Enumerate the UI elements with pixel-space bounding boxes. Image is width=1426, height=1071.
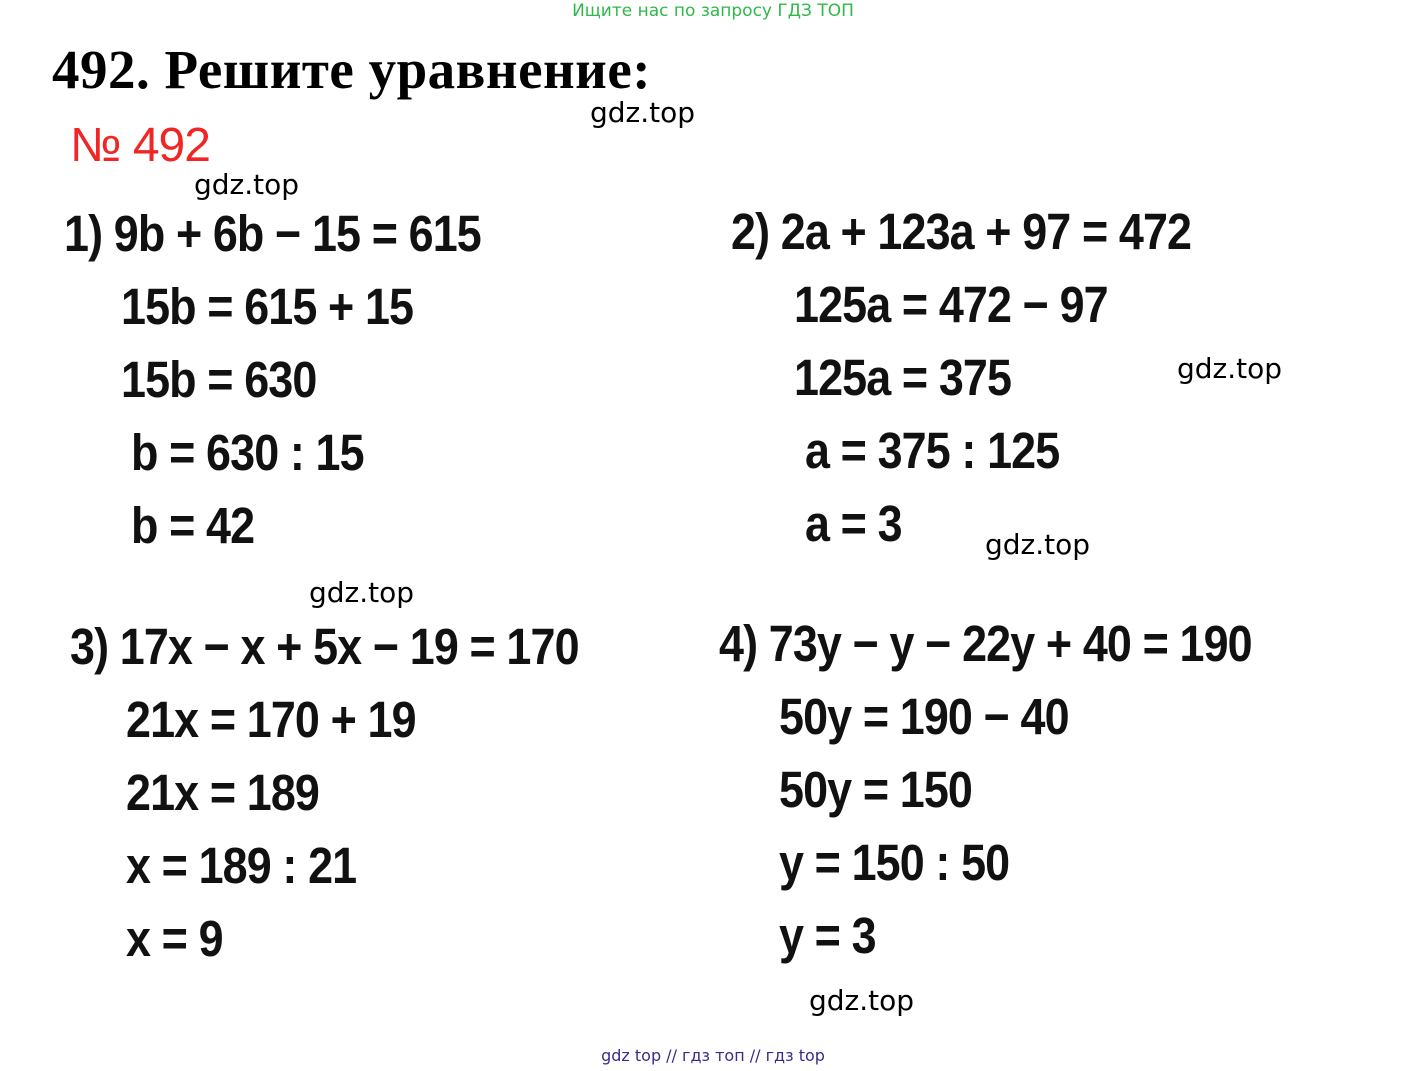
watermark: gdz.top bbox=[985, 528, 1091, 561]
equation-line: y = 150 : 50 bbox=[779, 834, 1010, 891]
equation-line: b = 630 : 15 bbox=[131, 424, 364, 481]
equation-line: y = 3 bbox=[779, 907, 876, 964]
equation-line: a = 375 : 125 bbox=[805, 422, 1060, 479]
watermark: gdz.top bbox=[309, 576, 415, 609]
equation-line: x = 9 bbox=[126, 910, 223, 967]
watermark: gdz.top bbox=[1177, 352, 1283, 385]
equation-line: 50y = 150 bbox=[779, 761, 972, 818]
equation-line: b = 42 bbox=[131, 497, 255, 554]
task-number-label: № 492 bbox=[70, 119, 210, 172]
equation-line: 125a = 472 − 97 bbox=[794, 276, 1108, 333]
equation-line: 2) 2a + 123a + 97 = 472 bbox=[731, 203, 1192, 260]
top-banner: Ищите нас по запросу ГДЗ ТОП bbox=[572, 1, 854, 21]
equation-line: 125a = 375 bbox=[794, 349, 1012, 406]
equation-line: x = 189 : 21 bbox=[126, 837, 357, 894]
equation-line: 3) 17x − x + 5x − 19 = 170 bbox=[70, 618, 579, 675]
equation-line: 21x = 189 bbox=[126, 764, 319, 821]
equation-line: 50y = 190 − 40 bbox=[779, 688, 1069, 745]
footer-watermark: gdz top // гдз топ // гдз top bbox=[601, 1046, 825, 1065]
equation-line: 21x = 170 + 19 bbox=[126, 691, 416, 748]
equation-line: 15b = 615 + 15 bbox=[121, 278, 414, 335]
watermark: gdz.top bbox=[590, 96, 696, 129]
task-title: 492. Решите уравнение: bbox=[52, 39, 652, 100]
equation-line: a = 3 bbox=[805, 495, 902, 552]
equation-line: 4) 73y − y − 22y + 40 = 190 bbox=[719, 615, 1252, 672]
watermark: gdz.top bbox=[194, 168, 300, 201]
watermark: gdz.top bbox=[809, 984, 915, 1017]
equation-line: 15b = 630 bbox=[121, 351, 317, 408]
equation-line: 1) 9b + 6b − 15 = 615 bbox=[64, 205, 481, 262]
